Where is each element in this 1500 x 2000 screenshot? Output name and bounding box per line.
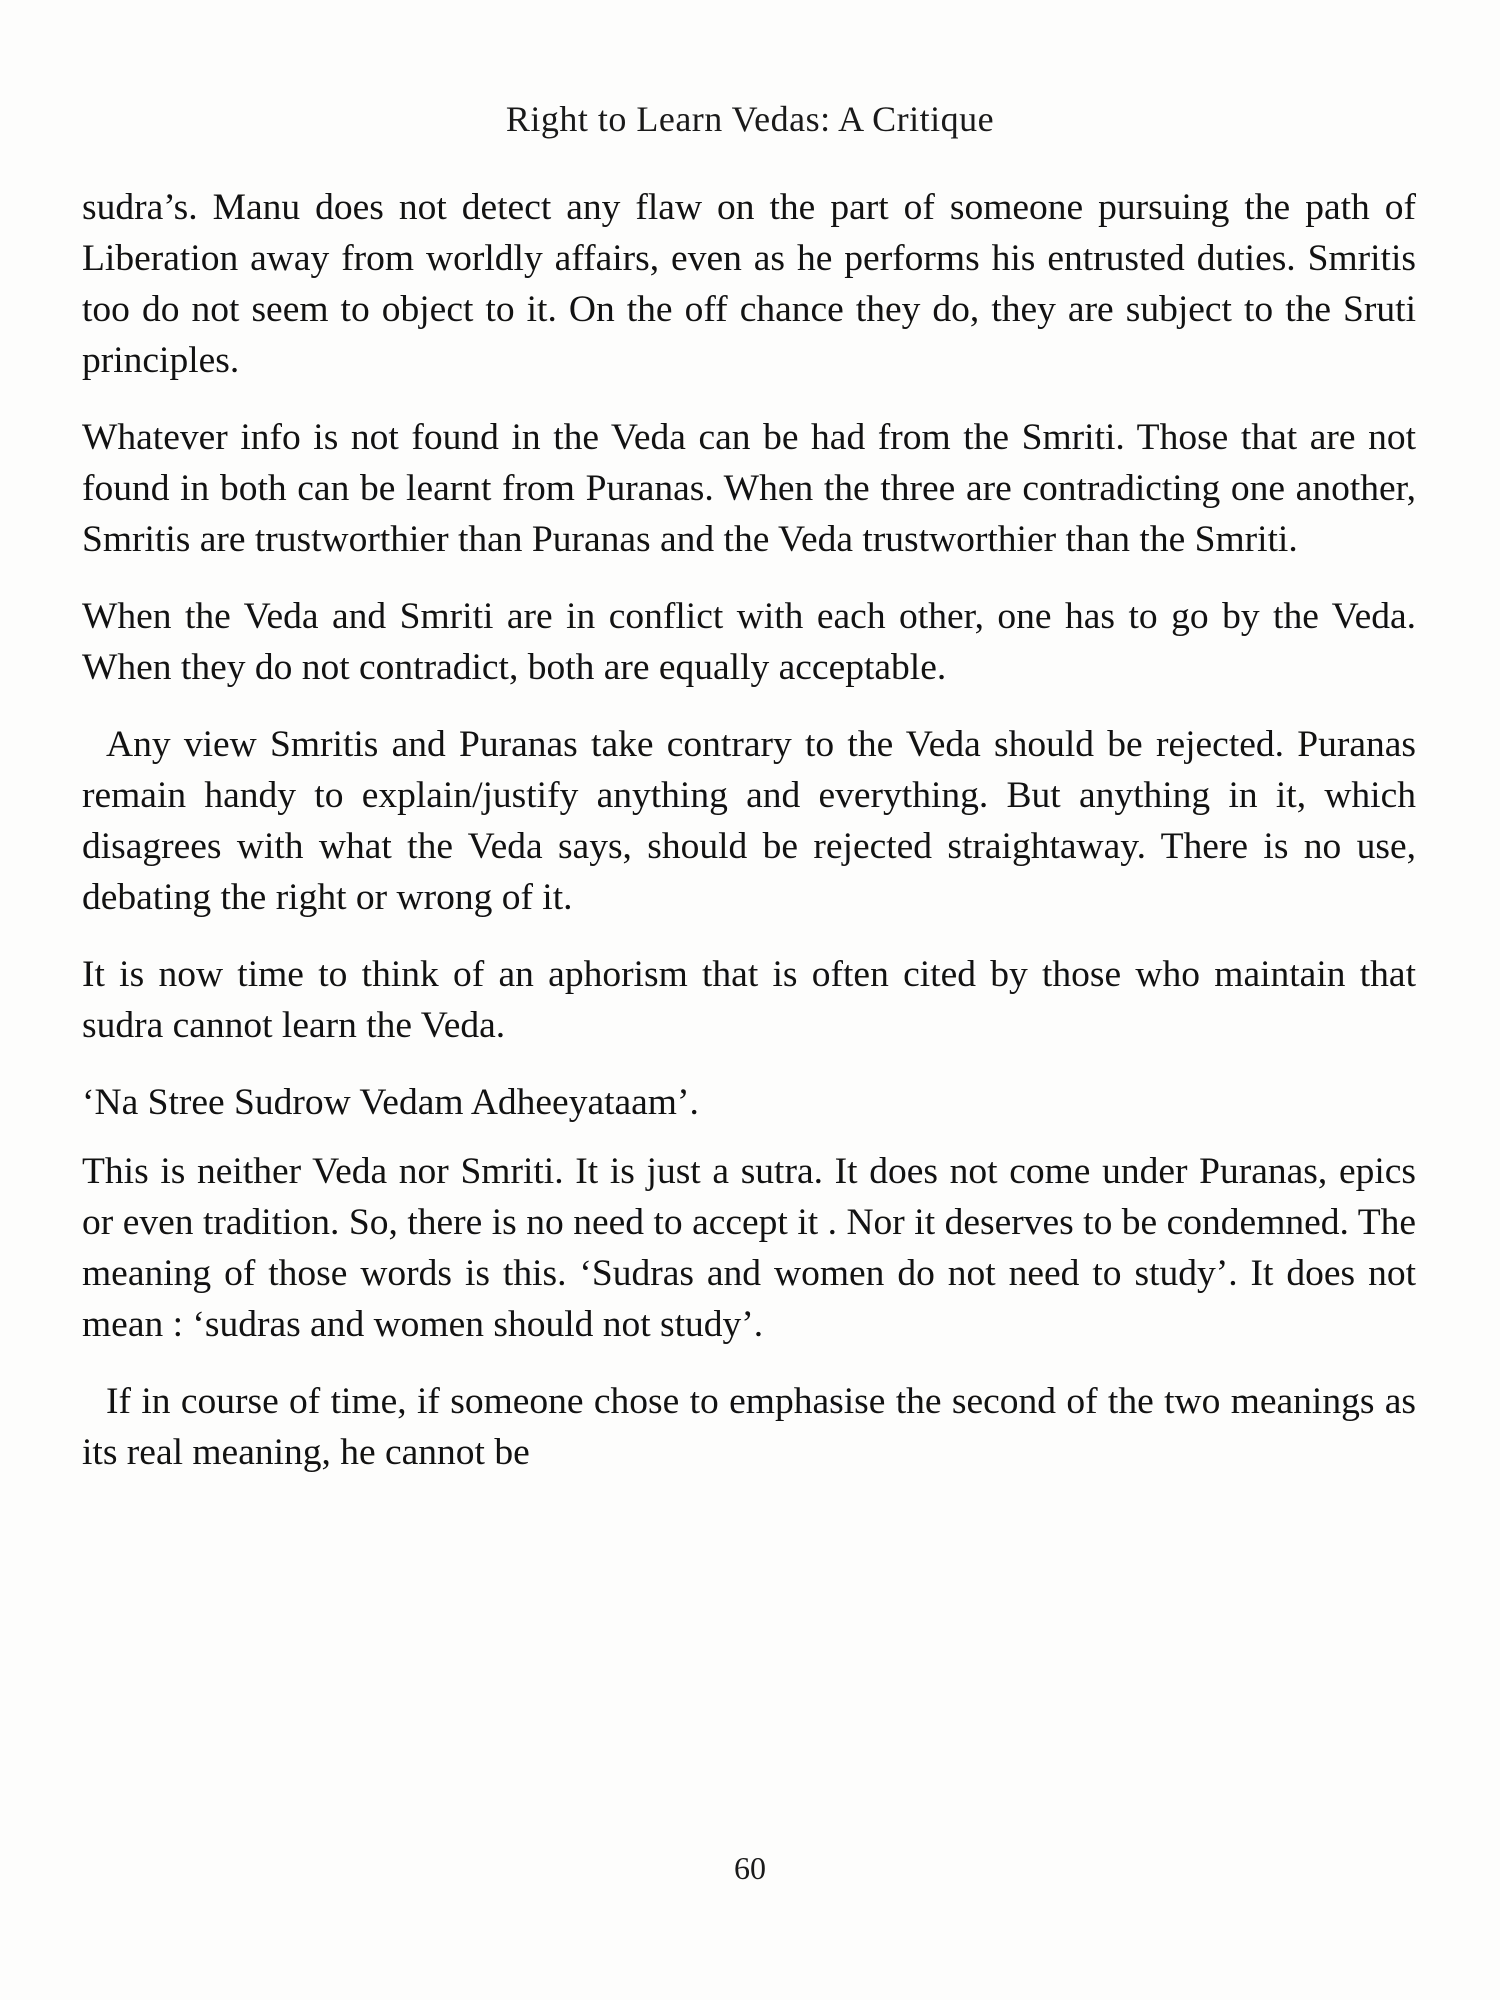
paragraph-5: It is now time to think of an aphorism that is often cited by those who maintain that sudra cannot learn the Veda.: [82, 954, 1416, 1046]
paragraph-3: When the Veda and Smriti are in conflict with each other, one has to go by the Veda. When they do not contradict, both are equally acceptable.: [82, 596, 1416, 688]
page-number: 60: [734, 1850, 766, 1886]
body-text: [82, 182, 1416, 1504]
paragraph-8: If in course of time, if someone chose to emphasise the second of the two meanings as its real meaning, he cannot be: [82, 1381, 1416, 1473]
paragraph-2: Whatever info is not found in the Veda can be had from the Smriti. Those that are not found in both can be learnt from Puranas. When the three are contradicting one another, Smritis are trustworthier than Puranas and the Veda trustworthier than the Smriti.: [82, 417, 1416, 560]
paragraph-7: This is neither Veda nor Smriti. It is just a sutra. It does not come under Puranas, epics or even tradition. So, there is no need to accept it . Nor it deserves to be condemned. The meaning of those words is this. ‘Sudras and women do not need to study’. It does not mean : ‘sudras and women should not study’.: [82, 1151, 1416, 1345]
paragraph-4: Any view Smritis and Puranas take contrary to the Veda should be rejected. Puranas remain handy to explain/justify anything and everything. But anything in it, which disagrees with what the Veda says, should be rejected straightaway. There is no use, debating the right or wrong of it.: [82, 724, 1416, 918]
aphorism-quote: ‘Na Stree Sudrow Vedam Adheeyataam’.: [82, 1082, 699, 1123]
paragraph-1: sudra’s. Manu does not detect any flaw on the part of someone pursuing the path of Liberation away from worldly affairs, even as he performs his entrusted duties. Smritis too do not seem to object to it. On the off chance they do, they are subject to the Sruti principles.: [82, 187, 1416, 381]
running-header: Right to Learn Vedas: A Critique: [505, 99, 995, 139]
